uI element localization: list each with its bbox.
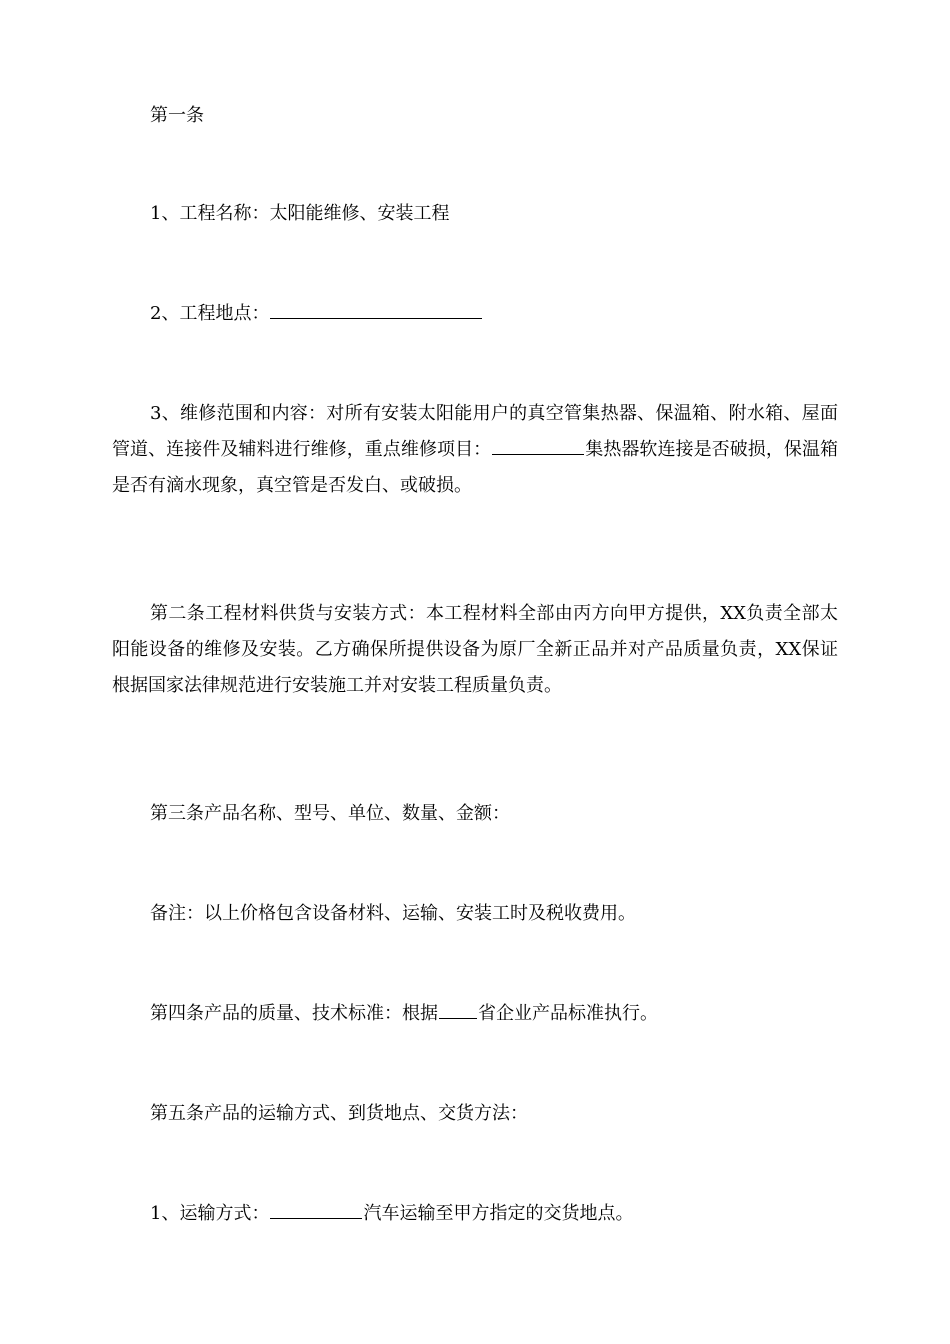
location-blank [270,302,482,319]
province-blank [439,1002,477,1019]
article-4-quality-standard [112,996,838,1032]
article-3-text: 第三条产品名称、型号、单位、数量、金额： [150,803,510,824]
item-1-text: 1、工程名称：太阳能维修、安装工程 [150,203,450,224]
item-3-text-part-2: 集热器软连接是否破损，保温箱是否有滴水现象，真空管是否发白、或破损。 [112,439,839,496]
article-4-text-part-1: 第四条产品的质量、技术标准：根据 [150,1003,438,1024]
transport-blank [270,1202,362,1219]
article-4-text-part-2: 省企业产品标准执行。 [478,1003,658,1024]
item-2-label: 2、工程地点： [150,303,270,324]
article-1-heading-text: 第一条 [150,105,204,126]
remark-text: 备注：以上价格包含设备材料、运输、安装工时及税收费用。 [150,903,636,924]
article-5-transport [112,1096,838,1132]
transport-method [112,1196,838,1232]
article-5-text: 第五条产品的运输方式、到货地点、交货方法： [150,1103,528,1124]
repair-item-blank [492,438,584,455]
item-1-project-name [112,196,838,232]
item-3-repair-scope [112,396,838,504]
article-2-supply-installation [112,596,838,704]
remark-note [112,896,838,932]
transport-label: 1、运输方式： [150,1203,270,1224]
item-2-project-location [112,296,838,332]
article-1-heading [112,98,838,134]
article-3-product-info [112,796,838,832]
transport-text: 汽车运输至甲方指定的交货地点。 [363,1203,634,1224]
article-2-text: 第二条工程材料供货与安装方式：本工程材料全部由丙方向甲方提供，XX负责全部太阳能设备的维修及安装。乙方确保所提供设备为原厂全新正品并对产品质量负责，XX保证根据国家法律规范进行安装施工并对安装工程质量负责。 [112,603,838,696]
item-3-text-part-1: 3、维修范围和内容：对所有安装太阳能用户的真空管集热器、保温箱、附水箱、屋面管道、连接件及辅料进行维修，重点维修项目： [112,403,838,460]
